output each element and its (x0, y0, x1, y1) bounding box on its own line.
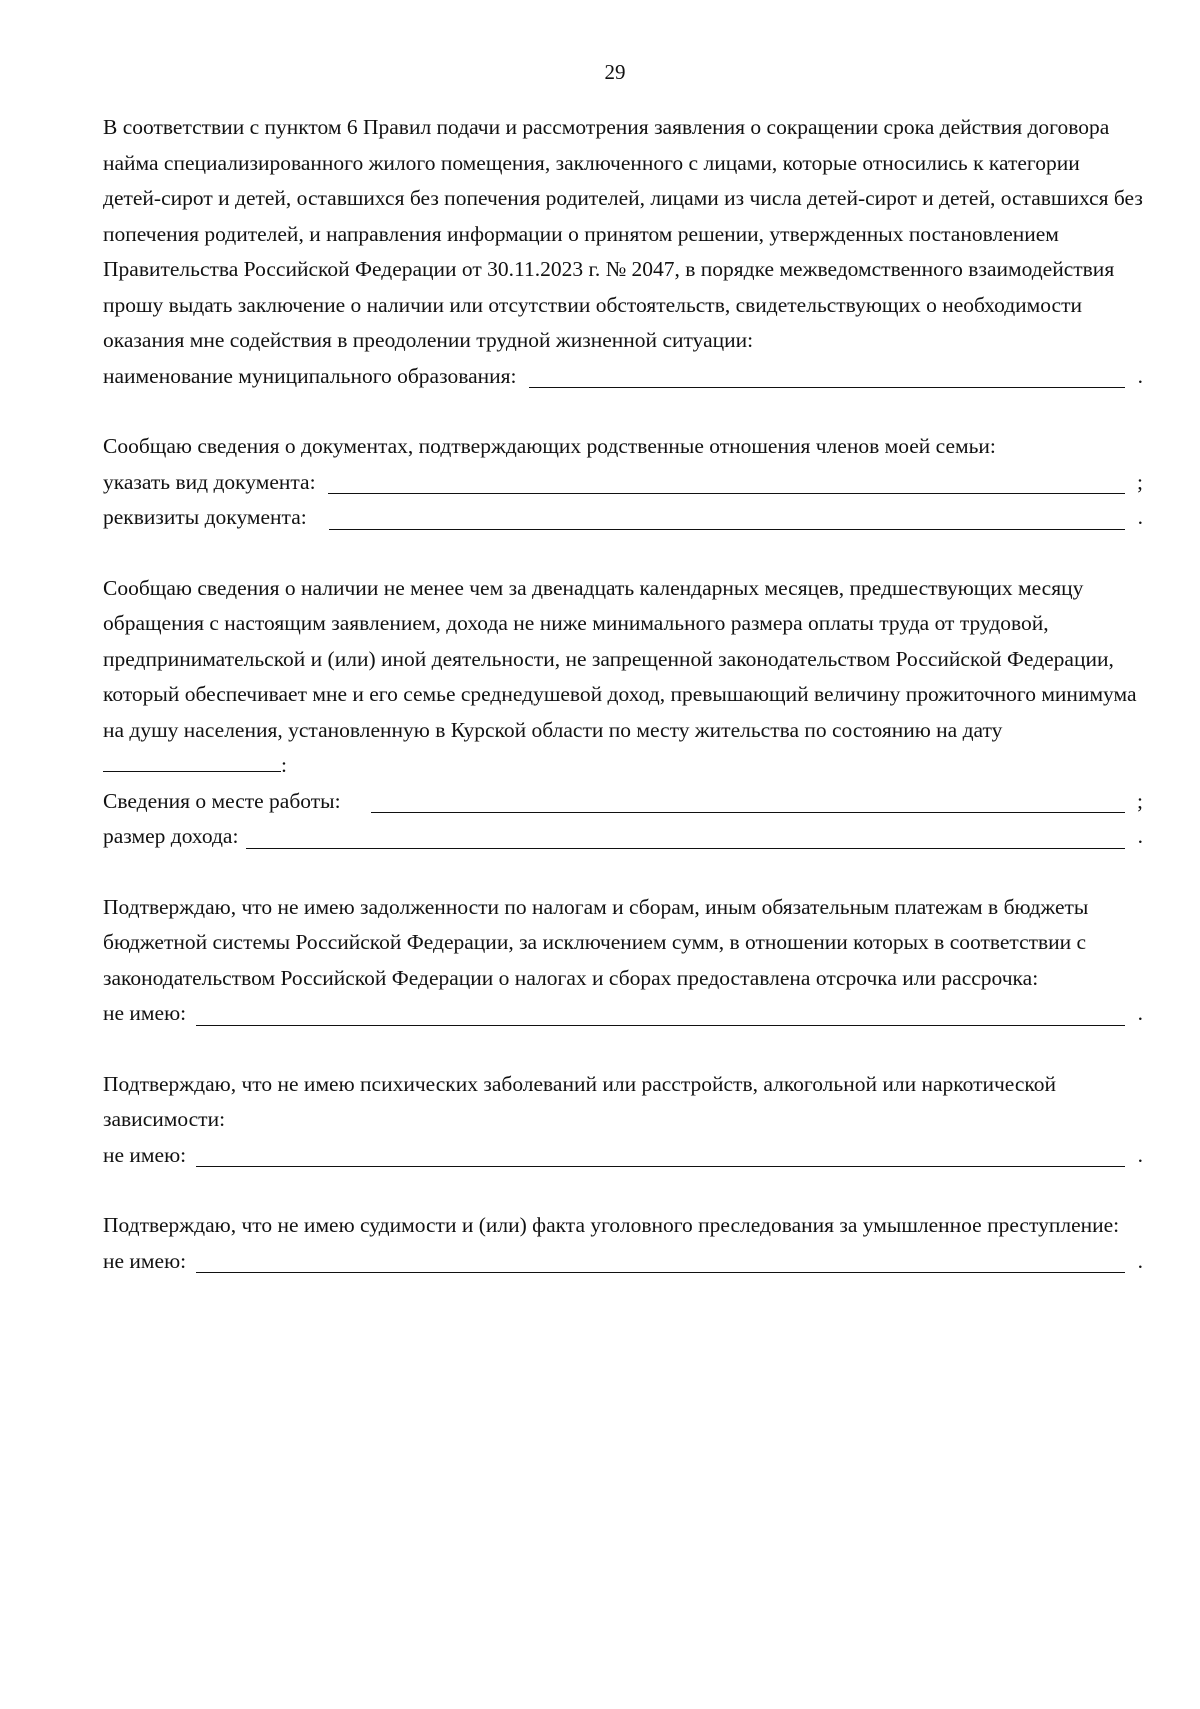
document-body (103, 110, 1143, 1279)
document-details-input-line[interactable] (329, 503, 1125, 530)
section2-paragraph: Сообщаю сведения о документах, подтверждающих родственные отношения членов моей семьи: (103, 434, 996, 458)
section3-paragraph (103, 571, 1143, 784)
municipality-input-line[interactable] (529, 361, 1126, 388)
section3-text-end: : (281, 753, 287, 777)
field-end-mark: . (1137, 1142, 1143, 1167)
field-end-mark: . (1137, 824, 1143, 848)
field-end-mark: ; (1137, 788, 1143, 813)
criminal-record-input-line[interactable] (196, 1246, 1125, 1273)
municipality-field-label: наименование муниципального образования: (103, 363, 517, 388)
document-type-field-label: указать вид документа: (103, 469, 316, 494)
health-input-line[interactable] (196, 1140, 1125, 1167)
field-end-mark: . (1137, 363, 1143, 388)
tax-debt-field-row (103, 996, 1143, 1032)
document-type-input-line[interactable] (328, 467, 1125, 494)
field-end-mark: . (1137, 505, 1143, 529)
field-end-mark: ; (1137, 469, 1143, 494)
criminal-record-field-row (103, 1244, 1143, 1280)
section6-paragraph: Подтверждаю, что не имею судимости и (или) факта уголовного преследования за умышленное преступление: (103, 1213, 1120, 1237)
document-type-field-row (103, 465, 1143, 501)
page-number: 29 (604, 60, 626, 84)
date-input-line[interactable] (103, 751, 281, 772)
tax-debt-field-label: не имею: (103, 1001, 187, 1025)
document-details-field-label: реквизиты документа: (103, 505, 307, 529)
section3-text: Сообщаю сведения о наличии не менее чем за двенадцать календарных месяцев, предшествующих месяцу обращения с настоящим заявлением, дохода не ниже минимального размера оплаты труда от трудовой, предпринимательской и (или) иной деятельности, не запрещенной законодательством Российской Федерации, который обеспечивает мне и его семье среднедушевой доход, превышающий величину прожиточного минимума на душу населения, установленную в Курской области по месту жительства по состоянию на дату (103, 575, 1137, 742)
section5-paragraph: Подтверждаю, что не имею психических заболеваний или расстройств, алкогольной или наркотической зависимости: (103, 1071, 1057, 1131)
workplace-input-line[interactable] (371, 786, 1125, 813)
criminal-record-field-label: не имею: (103, 1248, 187, 1273)
field-end-mark: . (1137, 1248, 1143, 1273)
field-end-mark: . (1137, 1001, 1143, 1025)
section4-paragraph: Подтверждаю, что не имею задолженности по налогам и сборам, иным обязательным платежам в бюджеты бюджетной системы Российской Федерации, за исключением сумм, в отношении которых в соответствии с законодательством Российской Федерации о налогах и сборах предоставлена отсрочка или рассрочка: (103, 894, 1089, 990)
workplace-field-row (103, 784, 1143, 820)
tax-debt-input-line[interactable] (196, 999, 1125, 1026)
municipality-field-row (103, 359, 1143, 395)
health-field-label: не имею: (103, 1142, 187, 1167)
workplace-field-label: Сведения о месте работы: (103, 788, 341, 813)
income-field-label: размер дохода: (103, 824, 239, 848)
income-input-line[interactable] (246, 822, 1125, 849)
income-field-row (103, 819, 1143, 855)
health-field-row (103, 1138, 1143, 1174)
document-details-field-row (103, 500, 1143, 536)
section1-paragraph: В соответствии с пунктом 6 Правил подачи и рассмотрения заявления о сокращении срока действия договора найма специализированного жилого помещения, заключенного с лицами, которые относились к категории детей-сирот и детей, оставшихся без попечения родителей, лицами из числа детей-сирот и детей, оставшихся без попечения родителей, и направления информации о принятом решении, утвержденных постановлением Правительства Российской Федерации от 30.11.2023 г. № 2047, в порядке межведомственного взаимодействия прошу выдать заключение о наличии или отсутствии обстоятельств, свидетельствующих о необходимости оказания мне содействия в преодолении трудной жизненной ситуации: (103, 115, 1143, 352)
